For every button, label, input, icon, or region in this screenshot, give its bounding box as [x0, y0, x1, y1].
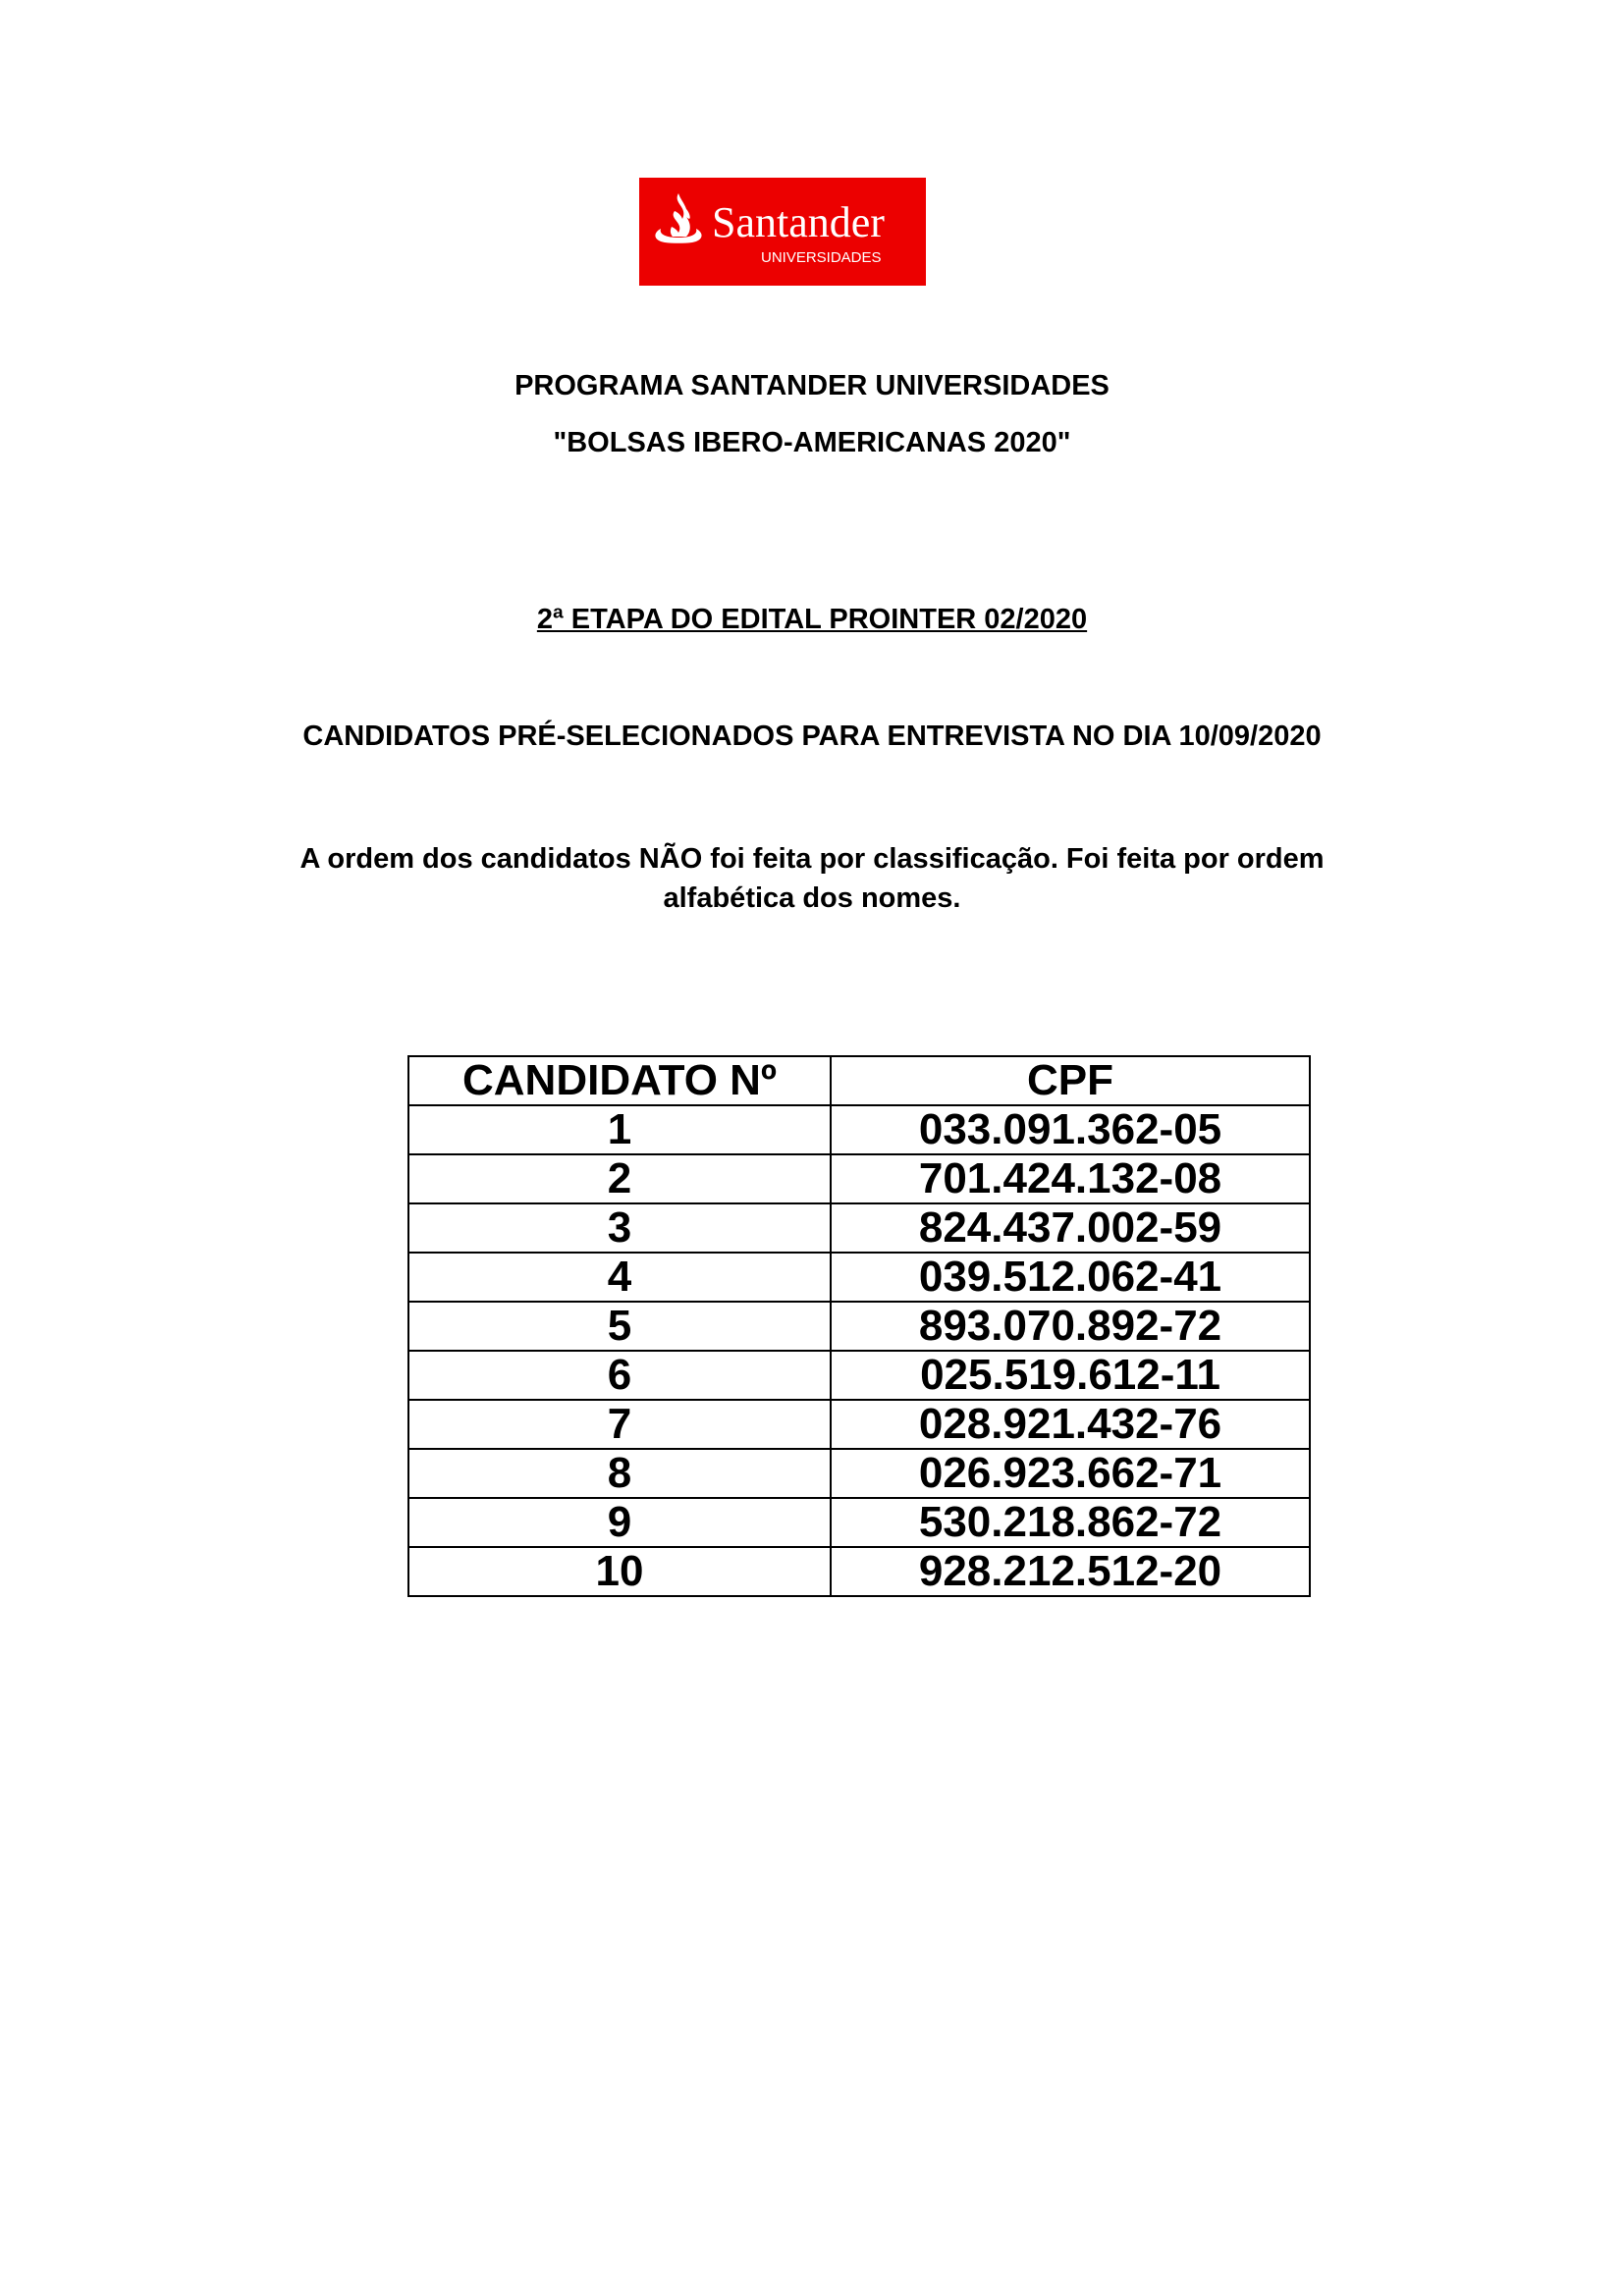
- candidate-cpf: 928.212.512-20: [831, 1547, 1310, 1596]
- candidate-cpf: 893.070.892-72: [831, 1302, 1310, 1351]
- svg-text:Santander: Santander: [712, 198, 885, 246]
- candidate-number: 3: [408, 1203, 831, 1253]
- candidates-table: [407, 1055, 1311, 1597]
- candidate-number: 8: [408, 1449, 831, 1498]
- table-row: [408, 1400, 1310, 1449]
- candidate-cpf: 033.091.362-05: [831, 1105, 1310, 1154]
- santander-flame-icon: [639, 178, 926, 286]
- program-title: PROGRAMA SANTANDER UNIVERSIDADES: [514, 370, 1110, 401]
- candidate-number: 2: [408, 1154, 831, 1203]
- table-row: [408, 1449, 1310, 1498]
- candidate-number: 7: [408, 1400, 831, 1449]
- candidate-cpf: 824.437.002-59: [831, 1203, 1310, 1253]
- table-row: [408, 1154, 1310, 1203]
- svg-text:UNIVERSIDADES: UNIVERSIDADES: [761, 249, 882, 266]
- candidate-number: 9: [408, 1498, 831, 1547]
- candidate-cpf: 028.921.432-76: [831, 1400, 1310, 1449]
- table-row: [408, 1351, 1310, 1400]
- table-row: [408, 1203, 1310, 1253]
- stage-title: 2ª ETAPA DO EDITAL PROINTER 02/2020: [536, 604, 1088, 635]
- section-title: CANDIDATOS PRÉ-SELECIONADOS PARA ENTREVISTA NO DIA 10/09/2020: [302, 721, 1322, 752]
- candidate-number: 6: [408, 1351, 831, 1400]
- table-row: [408, 1302, 1310, 1351]
- candidate-number: 5: [408, 1302, 831, 1351]
- santander-universidades-logo: [639, 178, 926, 286]
- table-row: [408, 1253, 1310, 1302]
- candidate-cpf: 530.218.862-72: [831, 1498, 1310, 1547]
- candidate-cpf: 025.519.612-11: [831, 1351, 1310, 1400]
- order-note: [272, 839, 1352, 918]
- table-row: [408, 1105, 1310, 1154]
- candidate-cpf: 701.424.132-08: [831, 1154, 1310, 1203]
- candidate-cpf: 039.512.062-41: [831, 1253, 1310, 1302]
- table-row: [408, 1498, 1310, 1547]
- order-note-line-2: alfabética dos nomes.: [663, 882, 961, 914]
- order-note-line-1: A ordem dos candidatos NÃO foi feita por classificação. Foi feita por ordem: [299, 843, 1325, 875]
- candidate-number: 10: [408, 1547, 831, 1596]
- table-row: [408, 1547, 1310, 1596]
- table-header-row: [408, 1056, 1310, 1105]
- candidate-number: 1: [408, 1105, 831, 1154]
- column-header-cpf: CPF: [831, 1056, 1310, 1105]
- column-header-candidate-number: CANDIDATO Nº: [408, 1056, 831, 1105]
- candidate-number: 4: [408, 1253, 831, 1302]
- program-subtitle: "BOLSAS IBERO-AMERICANAS 2020": [553, 427, 1071, 458]
- candidate-cpf: 026.923.662-71: [831, 1449, 1310, 1498]
